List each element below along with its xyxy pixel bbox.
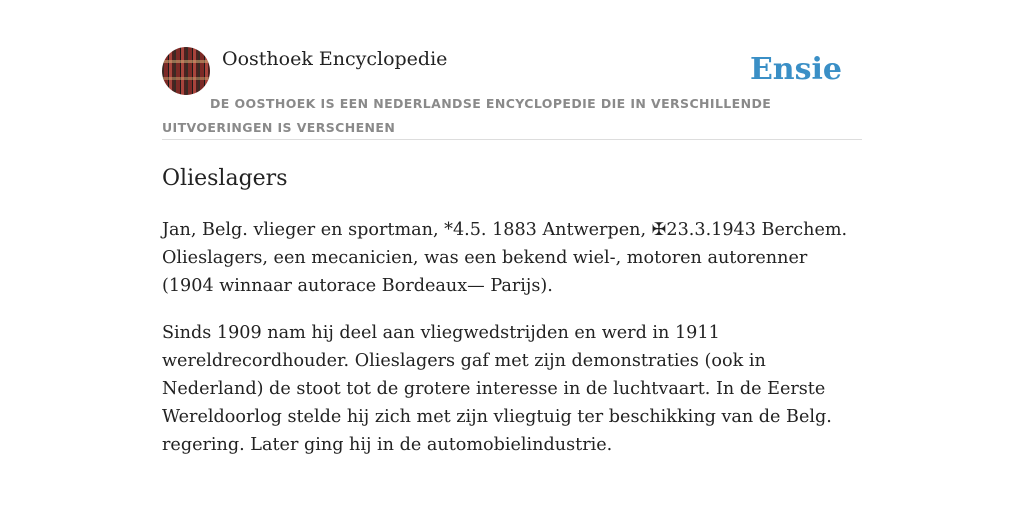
encyclopedia-books-avatar[interactable]: [162, 47, 210, 95]
article-paragraph: Jan, Belg. vlieger en sportman, *4.5. 1883 Antwerpen, ✠23.3.1943 Berchem. Olieslagers, een mecanicien, was een bekend wiel-, motoren autorenner (1904 winnaar autorace Bordeaux— Parijs).: [162, 220, 848, 296]
site-title[interactable]: Oosthoek Encyclopedie: [222, 48, 448, 70]
article-paragraph: Sinds 1909 nam hij deel aan vliegwedstrijden en werd in 1911 wereldrecordhouder. Olieslagers gaf met zijn demonstraties (ook in Nederland) de stoot tot de grotere interesse in de luchtvaart. In de Eerste Wereldoorlog stelde hij zich met zijn vliegtuig ter beschikking van de Belg. regering. Later ging hij in de automobielindustrie.: [162, 323, 832, 455]
article: [162, 164, 862, 478]
brand-logo[interactable]: Ensie: [749, 52, 842, 87]
site-tagline: DE OOSTHOEK IS EEN NEDERLANDSE ENCYCLOPEDIE DIE IN VERSCHILLENDE UITVOERINGEN IS VERSCHENEN: [162, 96, 772, 135]
article-title: Olieslagers: [162, 166, 288, 191]
site-header: [162, 46, 862, 140]
